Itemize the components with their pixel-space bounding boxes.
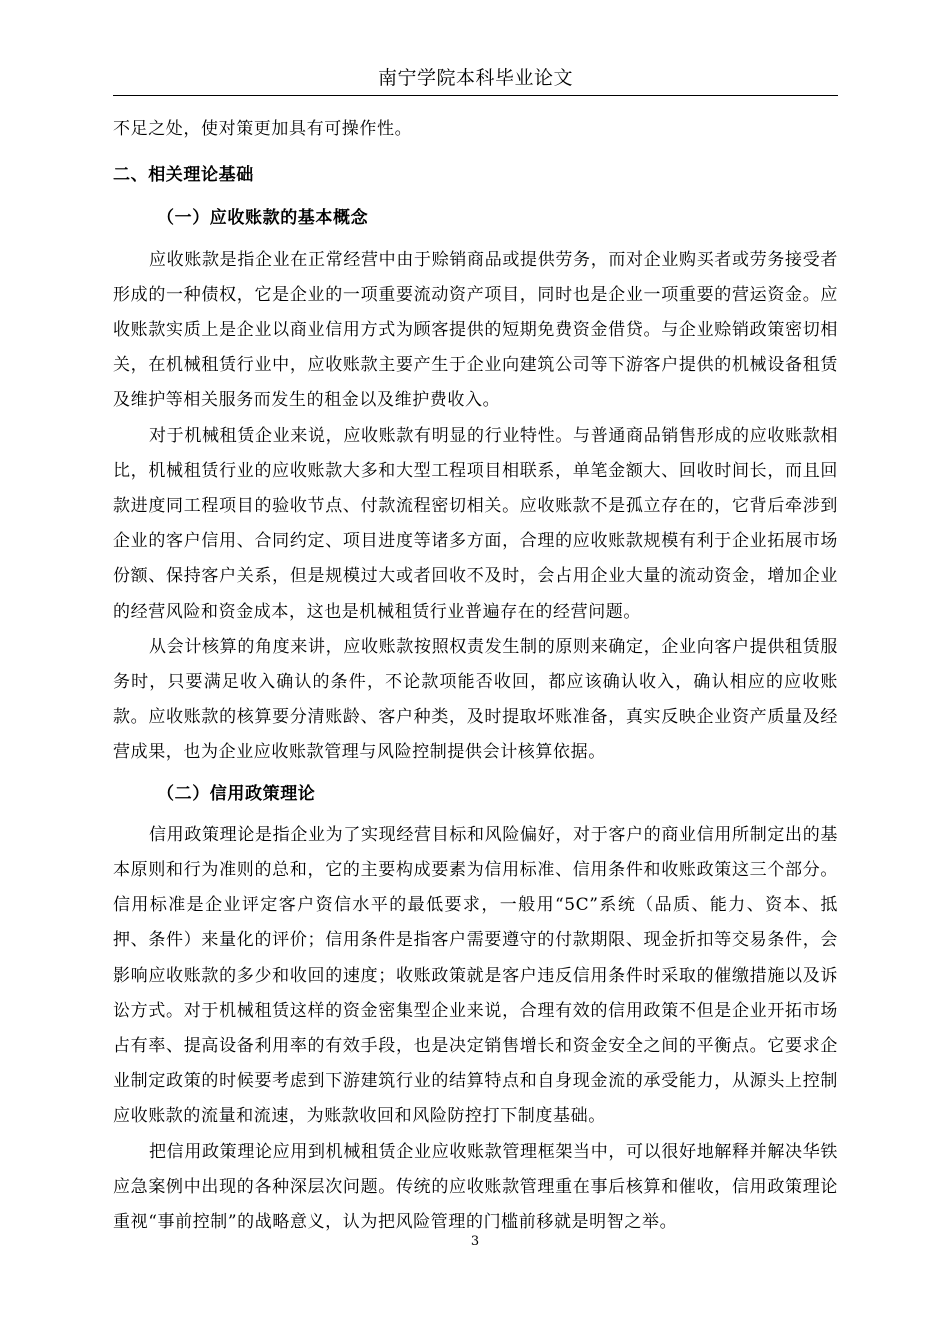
paragraph-continuation: 不足之处，使对策更加具有可操作性。 bbox=[113, 119, 413, 139]
header-divider bbox=[113, 95, 838, 96]
paragraph-accounting-perspective: 从会计核算的角度来讲，应收账款按照权责发生制的原则来确定，企业向客户提供租赁服务时，只要满足收入确认的条件，不论款项能否收回，都应该确认收入，确认相应的应收账款。应收账款的核算要分清账龄、客户种类，及时提取坏账准备，真实反映企业资产质量及经营成果，也为企业应收账款管理与风险控制提供会计核算依据。 bbox=[113, 636, 838, 763]
paragraph-credit-policy-theory: 信用政策理论是指企业为了实现经营目标和风险偏好，对于客户的商业信用所制定出的基本原则和行为准则的总和，它的主要构成要素为信用标准、信用条件和收账政策这三个部分。信用标准是企业评定客户资信水平的最低要求，一般用“5C”系统（品质、能力、资本、抵押、条件）来量化的评价；信用条件是指客户需要遵守的付款期限、现金折扣等交易条件，会影响应收账款的多少和收回的速度；收账政策就是客户违反信用条件时采取的催缴措施以及诉讼方式。对于机械租赁这样的资金密集型企业来说，合理有效的信用政策不但是企业开拓市场占有率、提高设备利用率的有效手段，也是决定销售增长和资金安全之间的平衡点。它要求企业制定政策的时候要考虑到下游建筑行业的结算特点和自身现金流的承受能力，从源头上控制应收账款的流量和流速，为账款收回和风险防控打下制度基础。 bbox=[113, 824, 838, 1127]
subsection-heading-receivables-concept: （一）应收账款的基本概念 bbox=[157, 208, 369, 229]
section-heading-related-theory: 二、相关理论基础 bbox=[113, 165, 254, 186]
subsection-heading-credit-policy: （二）信用政策理论 bbox=[157, 783, 316, 804]
page-number: 3 bbox=[470, 1234, 480, 1249]
paragraph-industry-characteristics: 对于机械租赁企业来说，应收账款有明显的行业特性。与普通商品销售形成的应收账款相比，机械租赁行业的应收账款大多和大型工程项目相联系，单笔金额大、回收时间长，而且回款进度同工程项目的验收节点、付款流程密切相关。应收账款不是孤立存在的，它背后牵涉到企业的客户信用、合同约定、项目进度等诸多方面，合理的应收账款规模有利于企业拓展市场份额、保持客户关系，但是规模过大或者回收不及时，会占用企业大量的流动资金，增加企业的经营风险和资金成本，这也是机械租赁行业普遍存在的经营问题。 bbox=[113, 425, 838, 622]
paragraph-receivables-definition: 应收账款是指企业在正常经营中由于赊销商品或提供劳务，而对企业购买者或劳务接受者形成的一种债权，它是企业的一项重要流动资产项目，同时也是企业一项重要的营运资金。应收账款实质上是企业以商业信用方式为顾客提供的短期免费资金借贷。与企业赊销政策密切相关，在机械租赁行业中，应收账款主要产生于企业向建筑公司等下游客户提供的机械设备租赁及维护等相关服务而发生的租金以及维护费收入。 bbox=[113, 249, 838, 411]
running-header-title: 南宁学院本科毕业论文 bbox=[377, 67, 573, 89]
page-body bbox=[113, 112, 838, 1240]
paragraph-credit-policy-application: 把信用政策理论应用到机械租赁企业应收账款管理框架当中，可以很好地解释并解决华铁应急案例中出现的各种深层次问题。传统的应收账款管理重在事后核算和催收，信用政策理论重视“事前控制”的战略意义，认为把风险管理的门槛前移就是明智之举。 bbox=[113, 1141, 838, 1233]
